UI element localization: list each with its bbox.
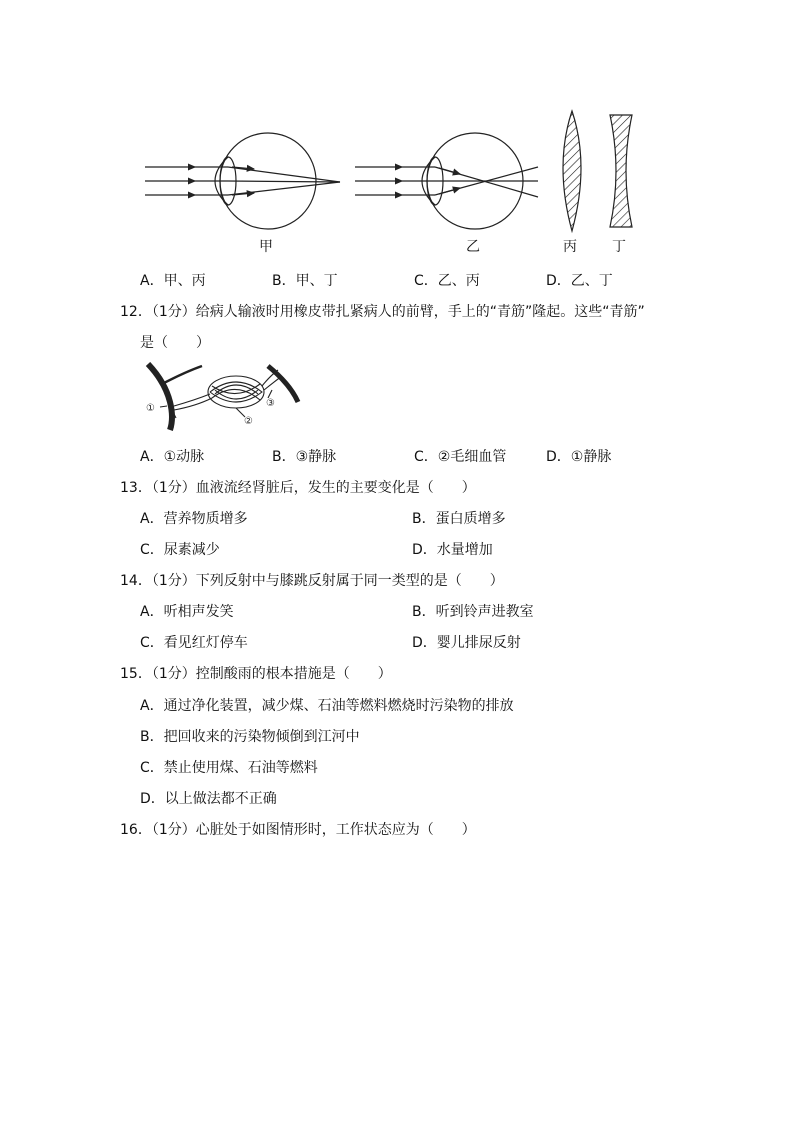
q13-option-c[interactable]: C．尿素减少 bbox=[140, 542, 220, 558]
q15-option-c[interactable]: C．禁止使用煤、石油等燃料 bbox=[140, 760, 318, 776]
eye-yi-diagram bbox=[355, 133, 538, 229]
q14-option-a[interactable]: A．听相声发笑 bbox=[140, 604, 234, 620]
q13-option-a[interactable]: A．营养物质增多 bbox=[140, 511, 248, 527]
q11-option-c[interactable]: C．乙、丙 bbox=[414, 273, 480, 289]
q12-option-b[interactable]: B．③静脉 bbox=[272, 449, 337, 465]
q13-option-d[interactable]: D．水量增加 bbox=[412, 542, 493, 558]
q11-option-a[interactable]: A．甲、丙 bbox=[140, 273, 206, 289]
q12-option-d[interactable]: D．①静脉 bbox=[546, 449, 612, 465]
q14-stem: 14．（1分）下列反射中与膝跳反射属于同一类型的是（ ） bbox=[120, 573, 504, 589]
q12-stem-line1: 12．（1分）给病人输液时用橡皮带扎紧病人的前臂，手上的“青筋”隆起。这些“青筋” bbox=[120, 304, 645, 320]
q15-option-a[interactable]: A．通过净化装置，减少煤、石油等燃料燃烧时污染物的排放 bbox=[140, 698, 514, 714]
q15-option-d[interactable]: D．以上做法都不正确 bbox=[140, 791, 277, 807]
blood-vessel-figure bbox=[140, 362, 305, 432]
q11-option-b[interactable]: B．甲、丁 bbox=[272, 273, 338, 289]
q13-stem: 13．（1分）血液流经肾脏后，发生的主要变化是（ ） bbox=[120, 480, 476, 496]
convex-lens-bing bbox=[563, 111, 581, 231]
vessel-label-1: ① bbox=[146, 403, 155, 414]
label-yi: 乙 bbox=[466, 239, 480, 255]
q14-option-d[interactable]: D．婴儿排尿反射 bbox=[412, 635, 521, 651]
eye-jia-diagram bbox=[145, 133, 340, 229]
q15-stem: 15．（1分）控制酸雨的根本措施是（ ） bbox=[120, 666, 392, 682]
q12-option-a[interactable]: A．①动脉 bbox=[140, 449, 205, 465]
q11-option-d[interactable]: D．乙、丁 bbox=[546, 273, 613, 289]
q14-option-b[interactable]: B．听到铃声进教室 bbox=[412, 604, 534, 620]
q12-stem-line2: 是（ ） bbox=[140, 335, 210, 351]
concave-lens-ding bbox=[610, 115, 632, 227]
label-ding: 丁 bbox=[612, 239, 626, 255]
q12-option-c[interactable]: C．②毛细血管 bbox=[414, 449, 507, 465]
q13-option-b[interactable]: B．蛋白质增多 bbox=[412, 511, 506, 527]
vessel-label-2: ② bbox=[244, 416, 253, 427]
q14-option-c[interactable]: C．看见红灯停车 bbox=[140, 635, 248, 651]
label-jia: 甲 bbox=[259, 239, 273, 255]
vessel-label-3: ③ bbox=[266, 398, 275, 409]
q15-option-b[interactable]: B．把回收来的污染物倾倒到江河中 bbox=[140, 729, 360, 745]
q16-stem: 16．（1分）心脏处于如图情形时，工作状态应为（ ） bbox=[120, 822, 476, 838]
label-bing: 丙 bbox=[563, 239, 577, 255]
eye-lens-figure bbox=[140, 105, 660, 235]
